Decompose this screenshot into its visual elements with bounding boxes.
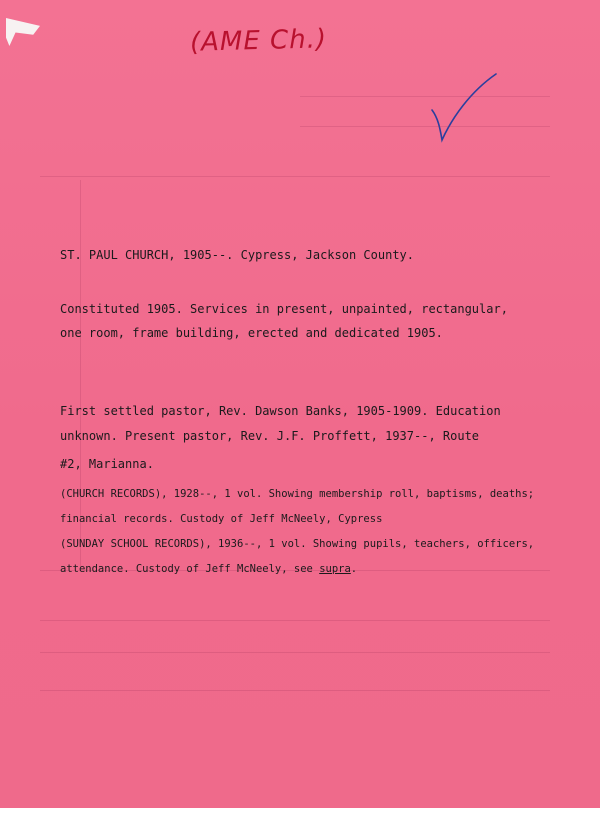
bleed-through-rule (40, 690, 550, 691)
bleed-through-rule (80, 180, 81, 570)
bleed-through-rule (300, 96, 550, 97)
entry-heading: ST. PAUL CHURCH, 1905--. Cypress, Jackson County. (60, 248, 415, 262)
handwritten-annotation: (AME Ch.) (189, 24, 328, 58)
bleed-through-rule (300, 126, 550, 127)
bleed-through-rule (40, 652, 550, 653)
sunday-school-records-line-1: (SUNDAY SCHOOL RECORDS), 1936--, 1 vol. Showing pupils, teachers, officers, (60, 538, 535, 550)
supra-reference: supra (319, 563, 351, 575)
constituted-line-1: Constituted 1905. Services in present, unpainted, rectangular, (60, 302, 508, 316)
check-mark-icon (430, 72, 500, 144)
bleed-through-rule (40, 620, 550, 621)
pastor-line-2: unknown. Present pastor, Rev. J.F. Proffett, 1937--, Route (60, 429, 480, 443)
church-records-line-2: financial records. Custody of Jeff McNeely, Cypress (60, 513, 383, 525)
pastor-line-1: First settled pastor, Rev. Dawson Banks, 1905-1909. Education (60, 404, 501, 418)
sunday-school-records-line-2 (60, 563, 357, 575)
sunday-school-records-period: . (350, 563, 358, 575)
sunday-school-records-text: attendance. Custody of Jeff McNeely, see (60, 563, 320, 575)
church-records-line-1: (CHURCH RECORDS), 1928--, 1 vol. Showing membership roll, baptisms, deaths; (60, 488, 535, 500)
pastor-line-3: #2, Marianna. (60, 457, 154, 471)
torn-corner (6, 18, 40, 46)
constituted-line-2: one room, frame building, erected and dedicated 1905. (60, 326, 443, 340)
bleed-through-rule (40, 176, 550, 177)
